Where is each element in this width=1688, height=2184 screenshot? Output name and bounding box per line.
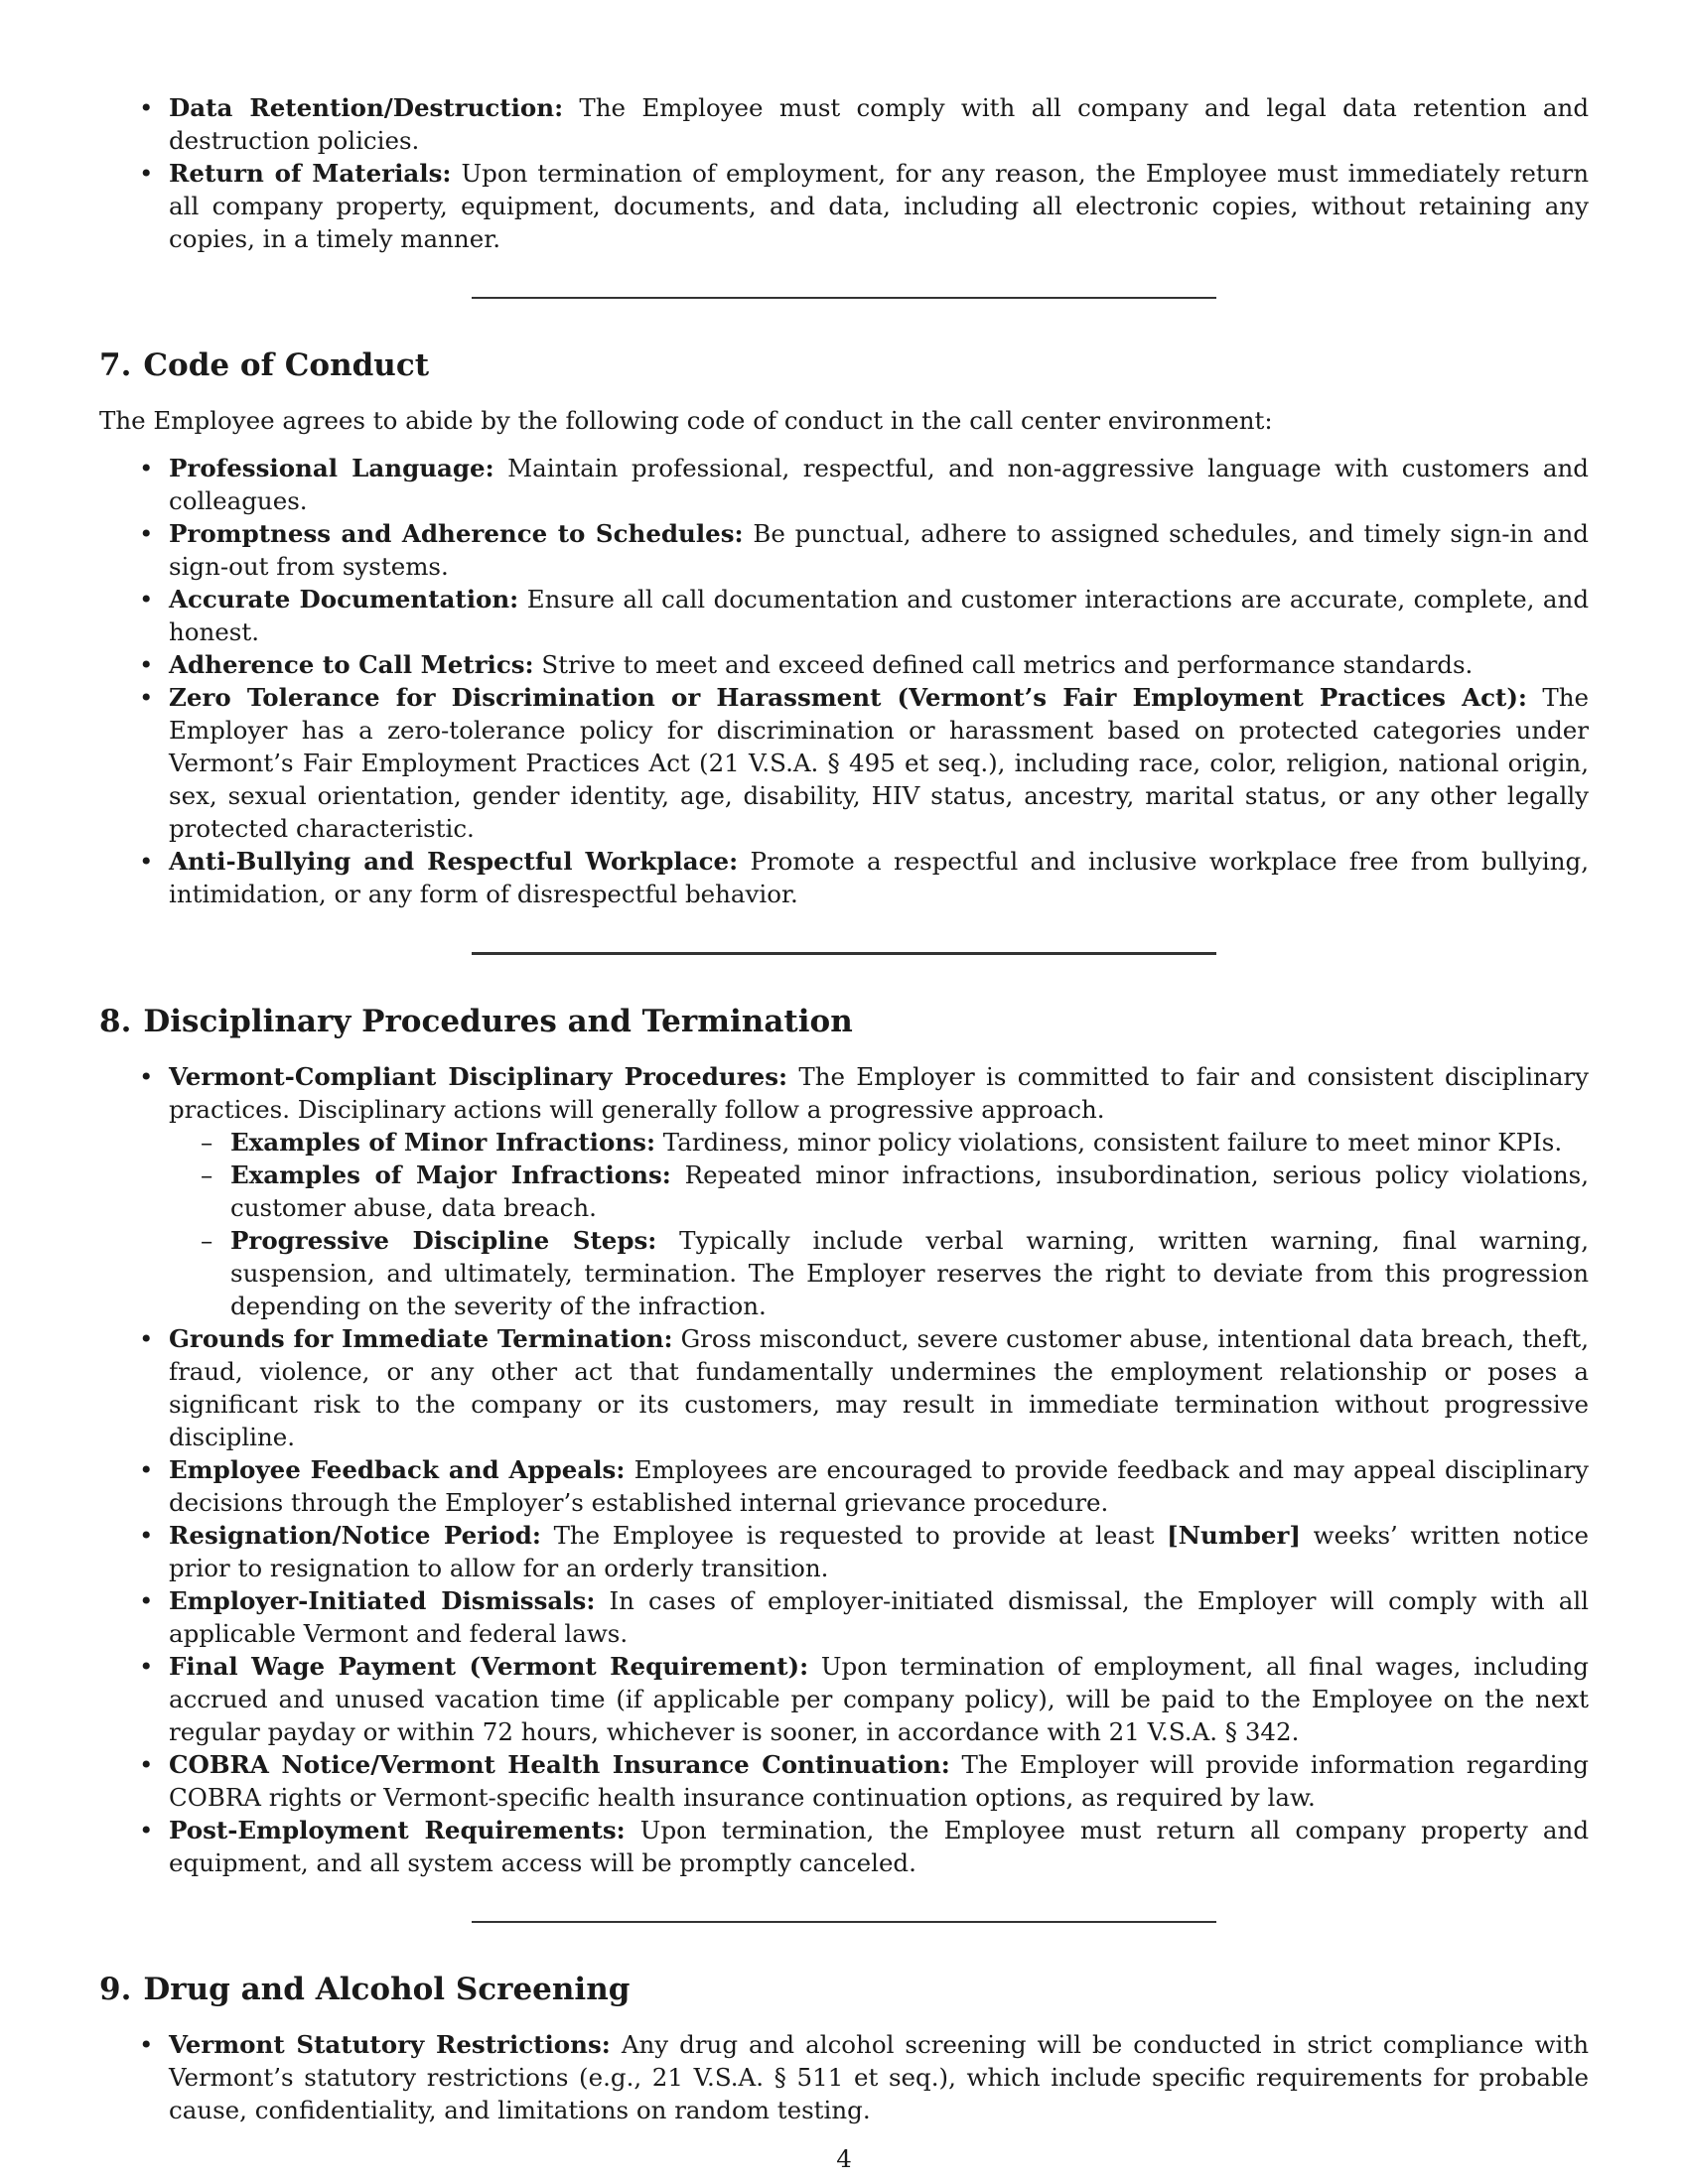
item-text: Promote a respectful and inclusive workplace free from bullying, intimidation, or any form of disrespectful behavior.	[169, 847, 1589, 908]
item-text: Tardiness, minor policy violations, consistent failure to meet minor KPIs.	[662, 1128, 1563, 1157]
section-number: 7.	[99, 347, 132, 383]
list-item	[169, 583, 1589, 648]
list-item	[169, 1453, 1589, 1519]
item-text: Repeated minor infractions, insubordination, serious policy violations, customer abuse, data breach.	[230, 1160, 1590, 1222]
list-item	[169, 517, 1589, 583]
item-text: The Employer will provide information regarding COBRA rights or Vermont-specific health insurance continuation options, as required by law.	[169, 1750, 1589, 1812]
item-text: Maintain professional, respectful, and non-aggressive language with customers and colleagues.	[169, 454, 1589, 515]
section-heading-disciplinary	[99, 1003, 1589, 1040]
item-term: Grounds for Immediate Termination:	[169, 1324, 673, 1353]
list-item	[169, 91, 1589, 157]
item-text: Upon termination, the Employee must return all company property and equipment, and all system access will be promptly canceled.	[169, 1816, 1589, 1877]
item-term: Zero Tolerance for Discrimination or Harassment (Vermont’s Fair Employment Practices Act):	[169, 683, 1527, 712]
item-term: Progressive Discipline Steps:	[230, 1226, 657, 1255]
item-term: Final Wage Payment (Vermont Requirement):	[169, 1652, 809, 1681]
list-item	[169, 845, 1589, 910]
section-title: Drug and Alcohol Screening	[143, 1972, 631, 2007]
list-item	[169, 1650, 1589, 1748]
list-item	[169, 681, 1589, 845]
item-text: Typically include verbal warning, written warning, final warning, suspension, and ultimately, termination. The Employer reserves the right to deviate from this progression depending on the severity of the infraction.	[230, 1226, 1590, 1320]
list-item	[169, 1519, 1589, 1584]
item-term: Data Retention/Destruction:	[169, 93, 564, 122]
item-term: Anti-Bullying and Respectful Workplace:	[169, 847, 739, 876]
section-heading-drug-alcohol	[99, 1971, 1589, 2008]
item-term: Return of Materials:	[169, 159, 452, 188]
section-intro: The Employee agrees to abide by the following code of conduct in the call center environment:	[99, 406, 1273, 435]
list-item	[169, 1060, 1589, 1322]
section7-list	[99, 452, 1589, 910]
item-term: Employee Feedback and Appeals:	[169, 1455, 626, 1484]
item-term: COBRA Notice/Vermont Health Insurance Continuation:	[169, 1750, 950, 1779]
item-text: Upon termination of employment, all final wages, including accrued and unused vacation time (if applicable per company policy), will be paid to the Employee on the next regular payday or within 72 hours, whichever is sooner, in accordance with 21 V.S.A. § 342.	[169, 1652, 1589, 1746]
item-text: Upon termination of employment, for any reason, the Employee must immediately return all company property, equipment, documents, and data, including all electronic copies, without retaining any copies, in a timely manner.	[169, 159, 1589, 253]
section6-list	[99, 91, 1589, 255]
list-item	[169, 1814, 1589, 1879]
item-term: Resignation/Notice Period:	[169, 1521, 541, 1550]
item-text: Strive to meet and exceed defined call metrics and performance standards.	[541, 650, 1474, 679]
item-term: Professional Language:	[169, 454, 494, 482]
item-text: Ensure all call documentation and customer interactions are accurate, complete, and honest.	[169, 585, 1589, 646]
section-title: Disciplinary Procedures and Termination	[143, 1004, 853, 1039]
sub-list-item	[230, 1224, 1589, 1322]
item-text: Any drug and alcohol screening will be conducted in strict compliance with Vermont’s statutory restrictions (e.g., 21 V.S.A. § 511 et seq.), which include specific requirements for probable cause, confidentiality, and limitations on random testing.	[169, 2030, 1589, 2124]
list-item	[169, 452, 1589, 517]
item-text: The Employee must comply with all company and legal data retention and destruction policies.	[169, 93, 1590, 155]
item-text: In cases of employer-initiated dismissal, the Employer will comply with all applicable Vermont and federal laws.	[169, 1586, 1590, 1648]
page-number: 4	[836, 2144, 852, 2173]
sub-list-item	[230, 1159, 1589, 1224]
list-item	[169, 1322, 1589, 1453]
section-title: Code of Conduct	[143, 347, 430, 383]
item-text: Gross misconduct, severe customer abuse, intentional data breach, theft, fraud, violence, or any other act that fundamentally undermines the employment relationship or poses a significant risk to the company or its customers, may result in immediate termination without progressive discipline.	[169, 1324, 1589, 1451]
item-term: Examples of Minor Infractions:	[230, 1128, 655, 1157]
item-text: The Employer is committed to fair and consistent disciplinary practices. Disciplinary actions will generally follow a progressive approach.	[169, 1062, 1589, 1124]
list-item	[169, 2028, 1589, 2126]
item-term: Accurate Documentation:	[169, 585, 519, 614]
item-term: Promptness and Adherence to Schedules:	[169, 519, 744, 548]
list-item	[169, 1748, 1589, 1814]
sub-list	[169, 1126, 1589, 1322]
list-item	[169, 648, 1589, 681]
section-number: 9.	[99, 1972, 132, 2007]
section-heading-code-of-conduct	[99, 346, 1589, 384]
item-text: Employees are encouraged to provide feedback and may appeal disciplinary decisions through the Employer’s established internal grievance procedure.	[169, 1455, 1589, 1517]
item-text: The Employee is requested to provide at least	[553, 1521, 1155, 1550]
item-term: Examples of Major Infractions:	[230, 1160, 671, 1189]
section8-list	[99, 1060, 1589, 1879]
section-divider	[472, 952, 1216, 955]
item-term: Vermont Statutory Restrictions:	[169, 2030, 611, 2059]
section9-list	[99, 2028, 1589, 2126]
section-number: 8.	[99, 1004, 132, 1039]
section-divider	[472, 297, 1216, 299]
section-divider	[472, 1921, 1216, 1923]
sub-list-item	[230, 1126, 1589, 1159]
item-term: Post-Employment Requirements:	[169, 1816, 626, 1844]
document-page	[99, 91, 1589, 2126]
number-placeholder: [Number]	[1167, 1521, 1302, 1550]
item-term: Employer-Initiated Dismissals:	[169, 1586, 596, 1615]
item-text: Be punctual, adhere to assigned schedules, and timely sign-in and sign-out from systems.	[169, 519, 1589, 581]
item-term: Adherence to Call Metrics:	[169, 650, 534, 679]
item-text: The Employer has a zero-tolerance policy for discrimination or harassment based on protected categories under Vermont’s Fair Employment Practices Act (21 V.S.A. § 495 et seq.), including race, color, religion, national origin, sex, sexual orientation, gender identity, age, disability, HIV status, ancestry, marital status, or any other legally protected characteristic.	[169, 683, 1589, 843]
list-item	[169, 1584, 1589, 1650]
item-text: weeks’ written notice prior to resignation to allow for an orderly transition.	[169, 1521, 1590, 1582]
item-term: Vermont-Compliant Disciplinary Procedures:	[169, 1062, 788, 1091]
list-item	[169, 157, 1589, 255]
